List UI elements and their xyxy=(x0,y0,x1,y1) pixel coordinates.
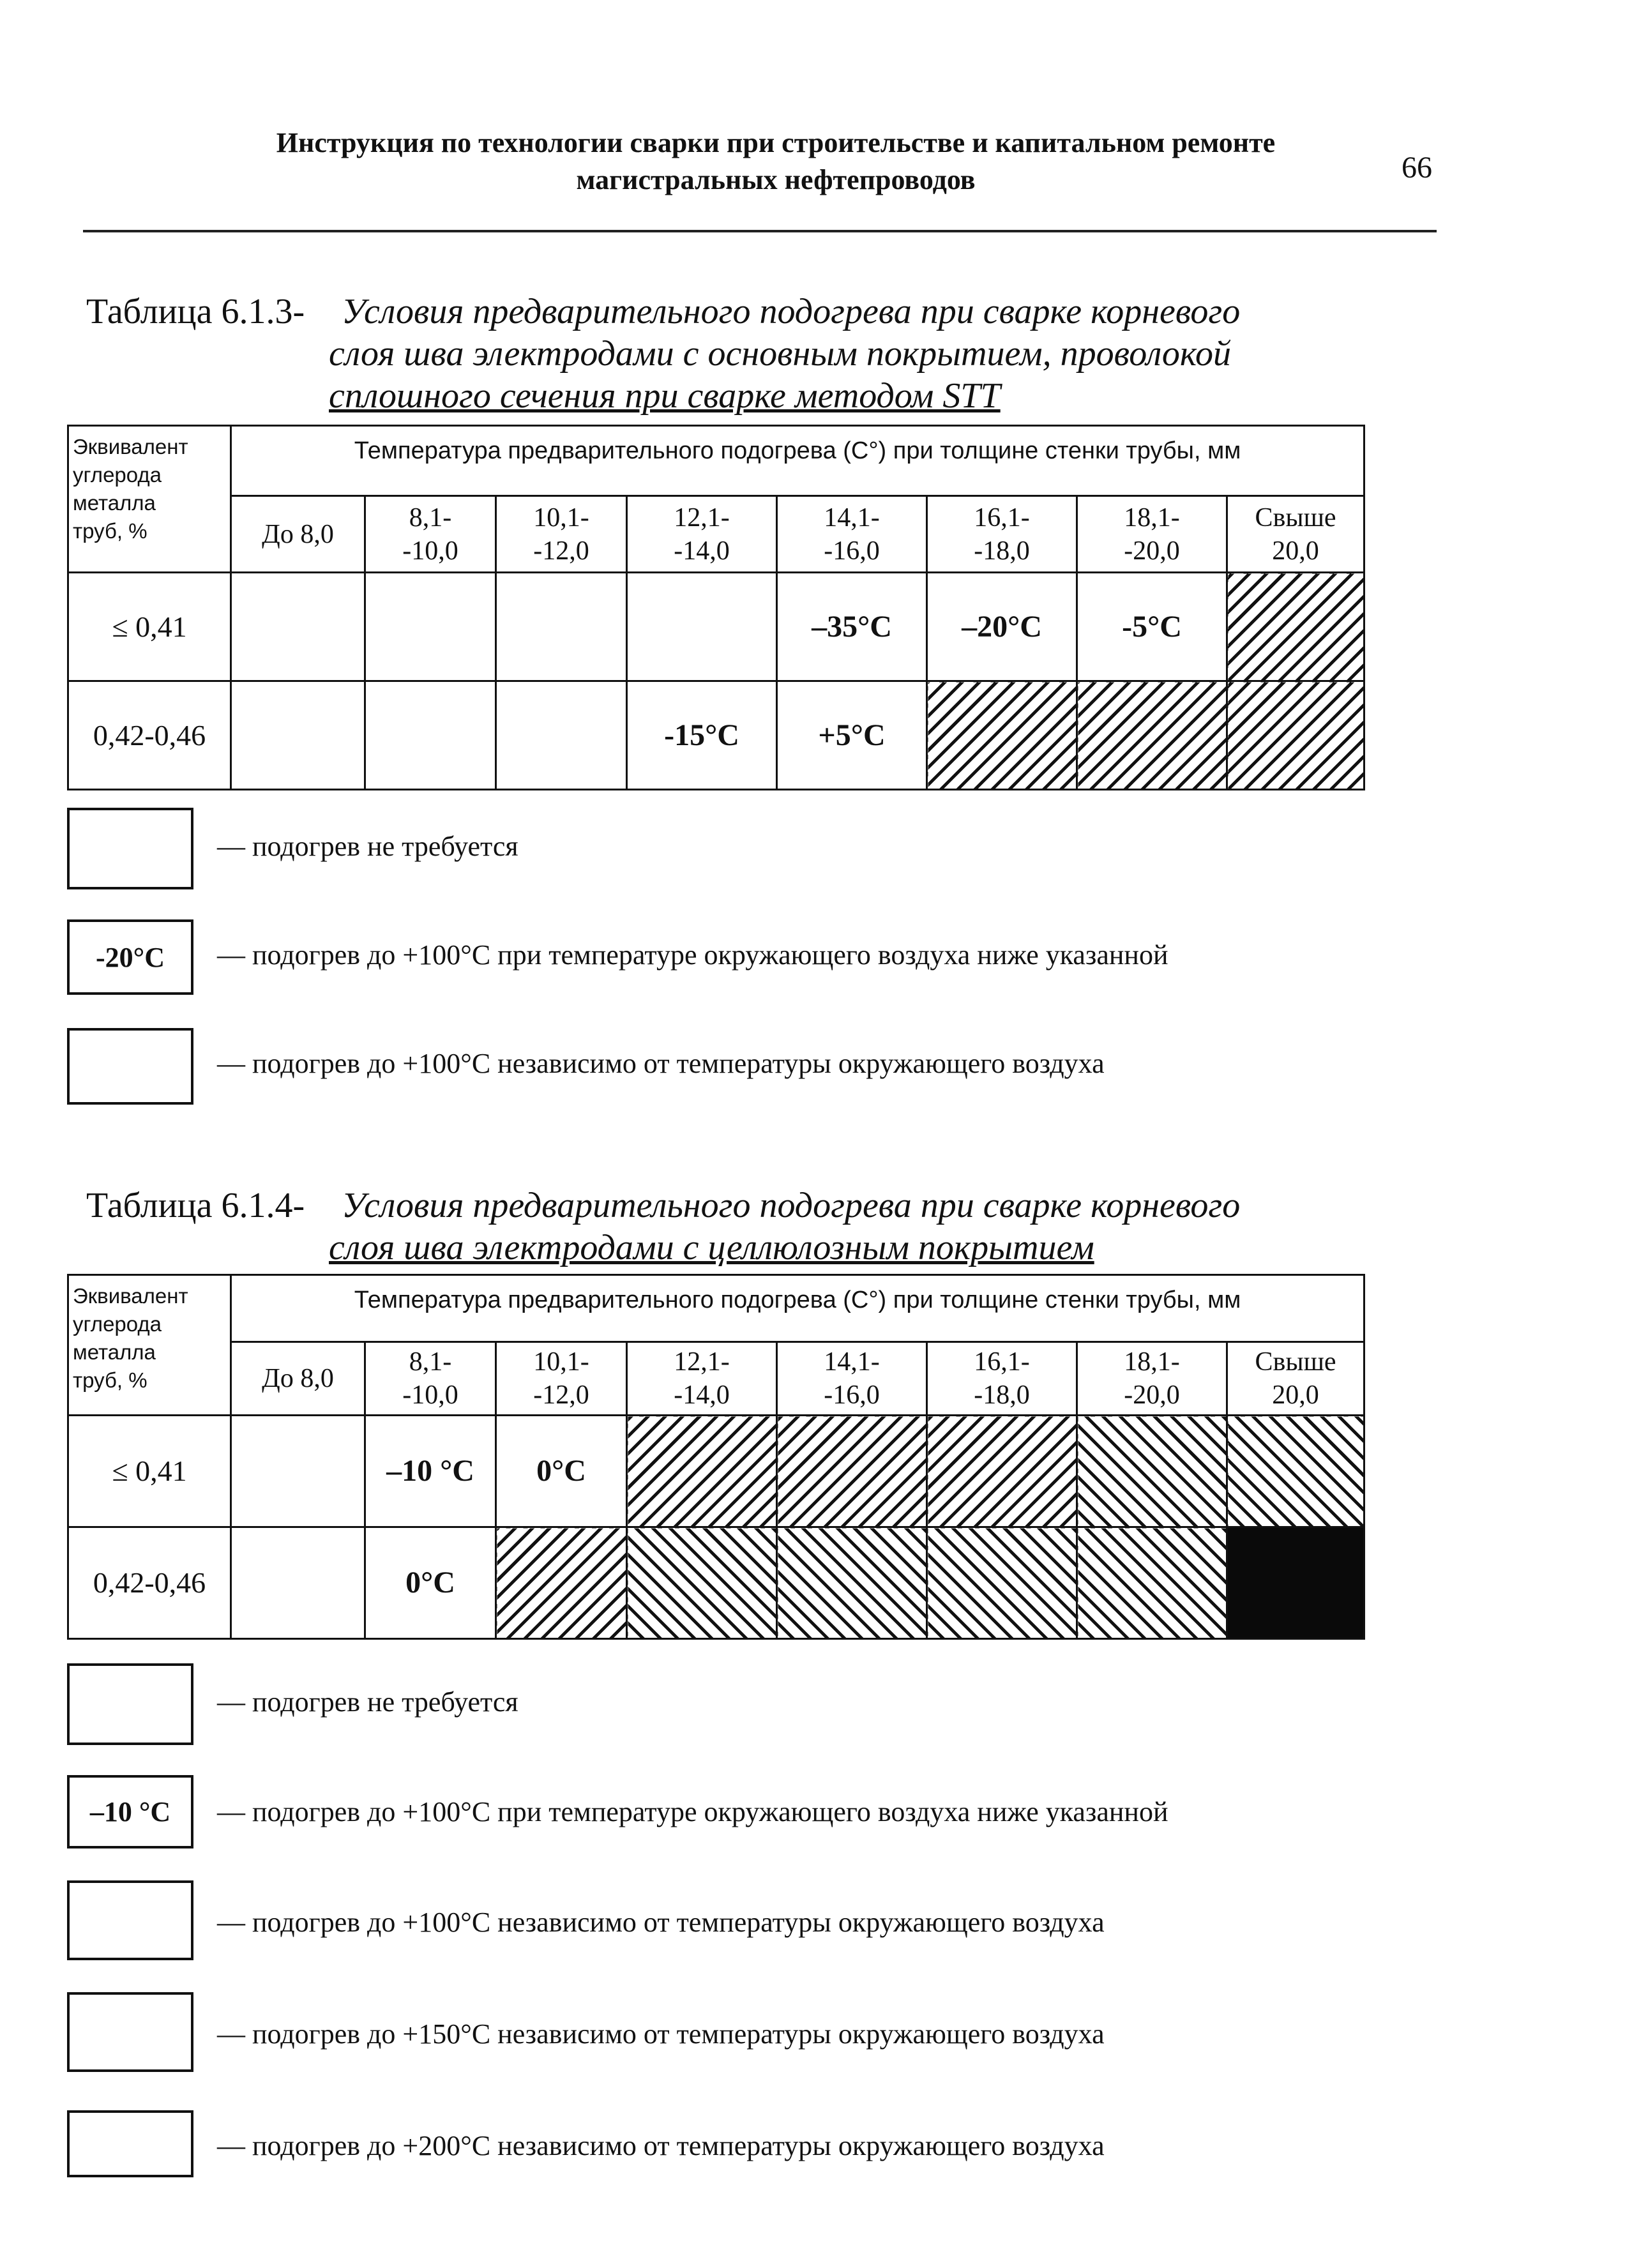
table1 xyxy=(67,425,1365,790)
table-cell-hatched xyxy=(496,1527,627,1639)
table1-col-header xyxy=(627,496,777,573)
legend-box-back-hatched xyxy=(67,1992,193,2072)
header-line-2: магистральных нефтепроводов xyxy=(576,164,976,195)
table2-col-header xyxy=(365,1342,496,1416)
table2-caption-line2: слоя шва электродами с целлюлозным покрытием xyxy=(329,1228,1094,1267)
corner-text: труб, % xyxy=(73,519,147,543)
col-header-a: 18,1- xyxy=(1124,1347,1180,1377)
col-header-b: 20,0 xyxy=(1272,1380,1319,1410)
table-cell-hatched xyxy=(1227,573,1364,681)
col-header-b: -10,0 xyxy=(402,1380,458,1410)
col-header-b: 20,0 xyxy=(1272,536,1319,566)
col-header-a: Свыше xyxy=(1255,1347,1336,1377)
legend-text: — подогрев не требуется xyxy=(217,1686,518,1718)
col-header-a: 14,1- xyxy=(824,1347,880,1377)
legend-box-solid xyxy=(67,2110,193,2177)
table1-caption-line2: слоя шва электродами с основным покрытием, проволокой xyxy=(329,334,1231,374)
table2-row-label: ≤ 0,41 xyxy=(68,1416,231,1527)
col-header-a: До 8,0 xyxy=(262,519,334,549)
table-cell xyxy=(365,681,496,790)
table-cell: –20°С xyxy=(927,573,1077,681)
legend-text: — подогрев до +200°С независимо от температуры окружающего воздуха xyxy=(217,2130,1105,2161)
header-rule xyxy=(83,230,1437,232)
legend-box-empty xyxy=(67,808,193,889)
legend-box-value: –10 °С xyxy=(67,1775,193,1848)
table-cell-back-hatched xyxy=(927,1527,1077,1639)
col-header-b: -16,0 xyxy=(824,1380,880,1410)
table-cell-hatched xyxy=(777,1416,927,1527)
col-header-a: 10,1- xyxy=(533,1347,589,1377)
table-cell xyxy=(496,681,627,790)
table2-caption xyxy=(86,1184,1363,1269)
col-header-a: 16,1- xyxy=(974,1347,1030,1377)
table-row xyxy=(68,1416,1364,1527)
col-header-b: -14,0 xyxy=(674,536,730,566)
table-cell-back-hatched xyxy=(1077,1416,1227,1527)
table2-col-header xyxy=(1077,1342,1227,1416)
table-cell xyxy=(365,573,496,681)
col-header-a: 16,1- xyxy=(974,503,1030,533)
table2 xyxy=(67,1274,1365,1640)
table-row xyxy=(68,1527,1364,1639)
table-cell: –10 °С xyxy=(365,1416,496,1527)
table-cell-hatched xyxy=(927,681,1077,790)
corner-text: углерода xyxy=(73,463,162,487)
table-cell-hatched xyxy=(927,1416,1077,1527)
table-cell: –35°С xyxy=(777,573,927,681)
legend-box-value: -20°С xyxy=(67,919,193,995)
legend-text: — подогрев не требуется xyxy=(217,831,518,862)
table2-row-label: 0,42-0,46 xyxy=(68,1527,231,1639)
table-cell-back-hatched xyxy=(777,1527,927,1639)
page-number: 66 xyxy=(1402,151,1432,185)
table-cell: 0°С xyxy=(365,1527,496,1639)
legend-text: — подогрев до +100°С независимо от температуры окружающего воздуха xyxy=(217,1048,1105,1079)
table-cell-solid xyxy=(1227,1527,1364,1639)
legend-text: — подогрев до +150°С независимо от температуры окружающего воздуха xyxy=(217,2018,1105,2050)
table-row xyxy=(68,573,1364,681)
table-cell-back-hatched xyxy=(1077,1527,1227,1639)
legend-text: — подогрев до +100°С при температуре окружающего воздуха ниже указанной xyxy=(217,1796,1168,1827)
corner-text: Эквивалент xyxy=(73,1284,188,1308)
table1-col-header xyxy=(777,496,927,573)
table1-caption-line3: сплошного сечения при сварке методом STT xyxy=(329,376,1001,416)
table-cell-back-hatched xyxy=(1227,1416,1364,1527)
table1-span-header: Температура предварительного подогрева (С°) при толщине стенки трубы, мм xyxy=(231,426,1364,496)
table1-caption-line1: Условия предварительного подогрева при сварке корневого xyxy=(342,292,1241,331)
table2-caption-line1: Условия предварительного подогрева при сварке корневого xyxy=(342,1186,1241,1225)
col-header-b: -14,0 xyxy=(674,1380,730,1410)
table1-col-header xyxy=(1227,496,1364,573)
table-cell xyxy=(627,573,777,681)
corner-text: углерода xyxy=(73,1312,162,1336)
col-header-a: 14,1- xyxy=(824,503,880,533)
col-header-a: 12,1- xyxy=(674,503,730,533)
table-cell-hatched xyxy=(1077,681,1227,790)
col-header-a: До 8,0 xyxy=(262,1364,334,1393)
table2-span-header: Температура предварительного подогрева (С°) при толщине стенки трубы, мм xyxy=(231,1275,1364,1342)
table2-col-header xyxy=(627,1342,777,1416)
corner-text: Эквивалент xyxy=(73,435,188,458)
table-cell xyxy=(231,1416,365,1527)
table1-col-header xyxy=(1077,496,1227,573)
col-header-b: -20,0 xyxy=(1124,536,1180,566)
table-cell: +5°С xyxy=(777,681,927,790)
corner-text: металла xyxy=(73,491,156,515)
col-header-a: 18,1- xyxy=(1124,503,1180,533)
table1-col-header xyxy=(365,496,496,573)
table-cell-hatched xyxy=(1227,681,1364,790)
table-cell-hatched xyxy=(627,1416,777,1527)
corner-text: металла xyxy=(73,1340,156,1364)
table1-col-header xyxy=(231,496,365,573)
col-header-a: 8,1- xyxy=(409,503,452,533)
table-cell: -5°С xyxy=(1077,573,1227,681)
table2-caption-lead: Таблица 6.1.4- xyxy=(86,1186,305,1225)
table-row xyxy=(68,681,1364,790)
document-header xyxy=(89,125,1462,199)
col-header-b: -10,0 xyxy=(402,536,458,566)
table2-col-header xyxy=(231,1342,365,1416)
table-cell xyxy=(231,1527,365,1639)
legend-text: — подогрев до +100°С независимо от температуры окружающего воздуха xyxy=(217,1907,1105,1938)
table-cell xyxy=(231,573,365,681)
table-cell xyxy=(231,681,365,790)
table1-col-header xyxy=(496,496,627,573)
table1-caption xyxy=(86,291,1363,417)
col-header-b: -18,0 xyxy=(974,1380,1030,1410)
table-cell-back-hatched xyxy=(627,1527,777,1639)
col-header-b: -18,0 xyxy=(974,536,1030,566)
table2-col-header xyxy=(927,1342,1077,1416)
table-cell: -15°С xyxy=(627,681,777,790)
table1-row-label: ≤ 0,41 xyxy=(68,573,231,681)
table1-row-label: 0,42-0,46 xyxy=(68,681,231,790)
legend-box-empty xyxy=(67,1663,193,1745)
legend-box-hatched xyxy=(67,1028,193,1105)
legend-box-hatched xyxy=(67,1880,193,1960)
col-header-b: -12,0 xyxy=(533,1380,589,1410)
col-header-a: 10,1- xyxy=(533,503,589,533)
table2-col-header xyxy=(1227,1342,1364,1416)
corner-text: труб, % xyxy=(73,1368,147,1392)
col-header-b: -20,0 xyxy=(1124,1380,1180,1410)
table-cell: 0°С xyxy=(496,1416,627,1527)
table2-col-header xyxy=(496,1342,627,1416)
col-header-a: 12,1- xyxy=(674,1347,730,1377)
table1-caption-lead: Таблица 6.1.3- xyxy=(86,292,305,331)
table-cell xyxy=(496,573,627,681)
col-header-a: 8,1- xyxy=(409,1347,452,1377)
col-header-b: -16,0 xyxy=(824,536,880,566)
col-header-a: Свыше xyxy=(1255,503,1336,533)
col-header-b: -12,0 xyxy=(533,536,589,566)
table2-col-header xyxy=(777,1342,927,1416)
legend-text: — подогрев до +100°С при температуре окружающего воздуха ниже указанной xyxy=(217,939,1168,971)
table1-col-header xyxy=(927,496,1077,573)
table1-corner-header xyxy=(68,426,231,573)
header-line-1: Инструкция по технологии сварки при строительстве и капитальном ремонте xyxy=(276,127,1276,158)
table2-corner-header xyxy=(68,1275,231,1416)
